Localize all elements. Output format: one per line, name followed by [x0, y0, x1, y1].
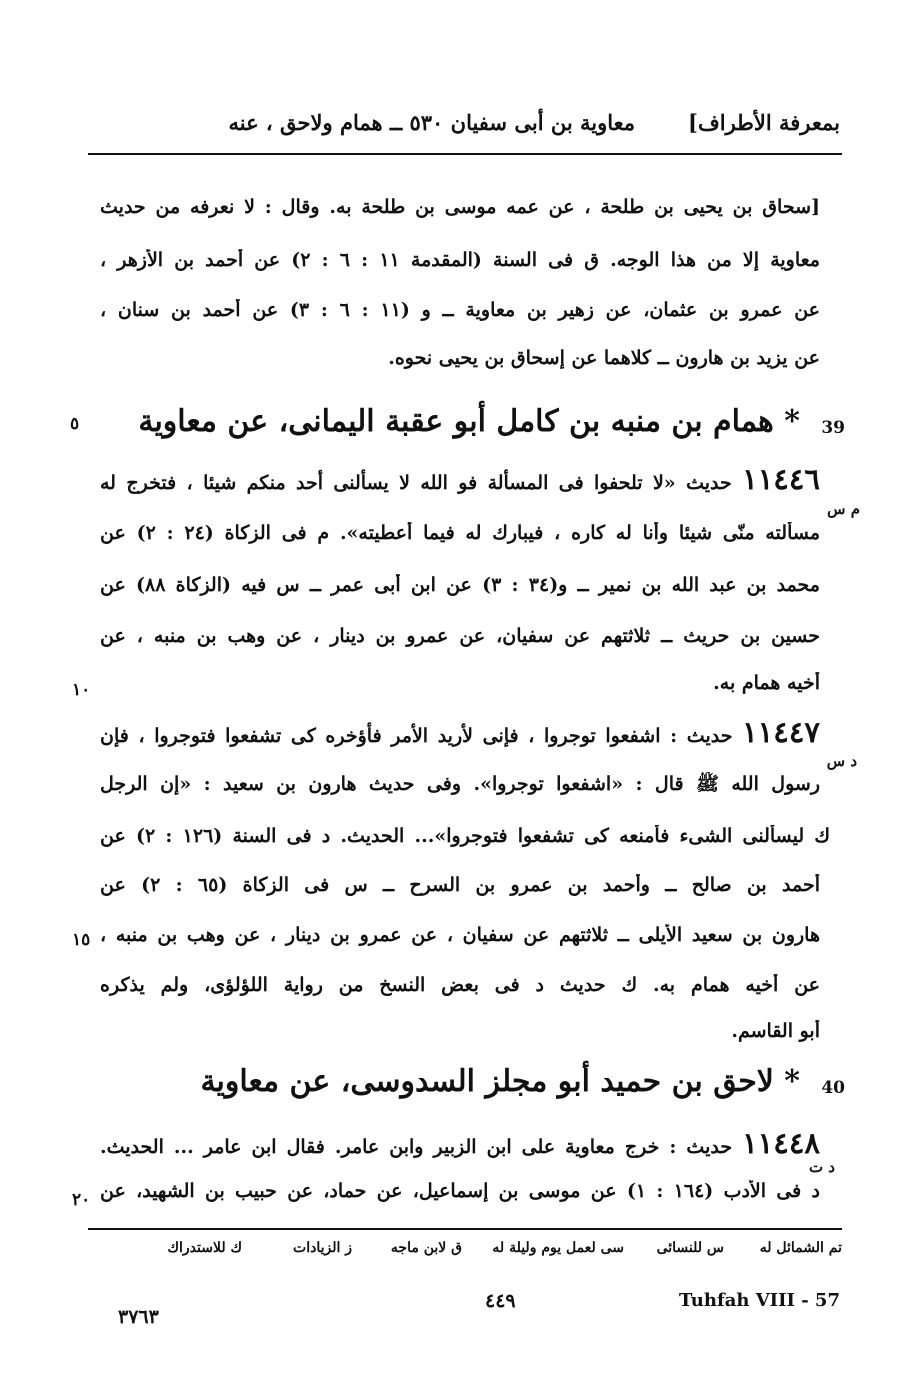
text-line: عن عمرو بن عثمان، عن زهير بن معاوية ــ و (١١ : ٦ : ٣) عن أحمد بن سنان ، [100, 299, 820, 321]
legend-item: ز الزيادات [293, 1240, 352, 1256]
legend-item: تم الشمائل له [759, 1240, 842, 1256]
footnote-rule [88, 1228, 842, 1230]
text-line: د فى الأدب (١٦٤ : ١) عن موسى بن إسماعيل، عن حماد، عن حبيب بن الشهيد، عن [100, 1180, 820, 1202]
text-line: محمد بن عبد الله بن نمير ــ و(٣٤ : ٣) عن ابن أبى عمر ــ س فيه (الزكاة ٨٨) عن [100, 574, 820, 596]
entry-number: ١١٤٤٧ [742, 715, 820, 749]
section-heading: * لاحق بن حميد أبو مجلز السدوسى، عن معاوية [200, 1064, 800, 1099]
entry-number: ١١٤٤٦ [742, 462, 820, 496]
entry-first-line [100, 715, 820, 749]
header-rule [88, 153, 842, 155]
header-title: معاوية بن أبى سفيان ٥٣٠ ــ همام ولاحق ، عنه [228, 110, 635, 135]
page-number: ٤٤٩ [485, 1290, 516, 1312]
legend-item: ق لابن ماجه [390, 1240, 462, 1256]
legend-item: س للنسائى [656, 1240, 724, 1256]
entry-text: «لا تلحفوا فى المسألة فو الله لا يسألنى أحد منكم شيئا ، فتخرج له [100, 472, 676, 494]
line-number: ٢٠ [72, 1190, 91, 1210]
section-heading: * همام بن منبه بن كامل أبو عقبة اليمانى، عن معاوية [138, 404, 800, 439]
entry-keyword: حديث [686, 1136, 733, 1158]
margin-mark: ٥ [70, 414, 80, 434]
entry-text: : خرج معاوية على ابن الزبير وابن عامر. فقال ابن عامر ... الحديث. [100, 1136, 677, 1158]
line-number: ١٠ [72, 680, 91, 700]
line-number: ١٥ [72, 930, 91, 950]
header-right: بمعرفة الأطراف] [688, 110, 840, 135]
entry-first-line [100, 1126, 820, 1160]
section-number: 40 [821, 1078, 845, 1098]
entry-sigla: د س [826, 752, 857, 770]
text-line: ك ليسألنى الشىء فأمنعه كى تشفعوا فتوجروا»... الحديث. د فى السنة (١٢٦ : ٢) عن [100, 825, 830, 847]
text-line: معاوية إلا من هذا الوجه. ق فى السنة (المقدمة ١١ : ٦ : ٢) عن أحمد بن الأزهر ، [100, 249, 820, 271]
serial-number: ٣٧٦٣ [118, 1306, 159, 1328]
text-line: أبو القاسم. [731, 1020, 820, 1042]
entry-first-line [100, 462, 820, 496]
text-line: عن يزيد بن هارون ــ كلاهما عن إسحاق بن يحيى نحوه. [388, 347, 820, 369]
legend-item: سى لعمل يوم وليلة له [492, 1240, 624, 1256]
entry-text: : اشفعوا توجروا ، فإنى لأريد الأمر فأؤخره كى تشفعوا فتوجروا ، فإن [100, 725, 678, 747]
section-number: 39 [821, 418, 845, 438]
volume-label: Tuhfah VIII - 57 [679, 1290, 840, 1311]
text-line: [سحاق بن يحيى بن طلحة ، عن عمه موسى بن طلحة به. وقال : لا نعرفه من حديث [100, 196, 820, 218]
text-line: رسول الله ﷺ قال : «اشفعوا توجروا». وفى حديث هارون بن سعيد : «إن الرجل [100, 773, 820, 795]
legend-item: ك للاستدراك [167, 1240, 242, 1256]
text-line: حسين بن حريث ــ ثلاثتهم عن سفيان، عن عمرو بن دينار ، عن وهب بن منبه ، عن [100, 625, 820, 647]
text-line: أحمد بن صالح ــ وأحمد بن عمرو بن السرح ــ س فى الزكاة (٦٥ : ٢) عن [100, 874, 820, 896]
text-line: عن أخيه همام به. ك حديث د فى بعض النسخ من رواية اللؤلؤى، ولم يذكره [100, 974, 820, 996]
entry-sigla: م س [827, 500, 860, 518]
text-line: مسألته منّى شيئا وأنا له كاره ، فيبارك له فيما أعطيته». م فى الزكاة (٢٤ : ٢) عن [100, 522, 820, 544]
entry-keyword: حديث [686, 725, 733, 747]
page-footer [90, 1290, 842, 1328]
entry-keyword: حديث [686, 472, 732, 494]
running-header [90, 104, 840, 148]
text-line: أخيه همام به. [713, 672, 820, 694]
entry-sigla: د ت [808, 1158, 835, 1176]
entry-number: ١١٤٤٨ [742, 1126, 820, 1160]
text-line: هارون بن سعيد الأيلى ــ ثلاثتهم عن سفيان ، عن عمرو بن دينار ، عن وهب بن منبه ، [100, 924, 820, 946]
